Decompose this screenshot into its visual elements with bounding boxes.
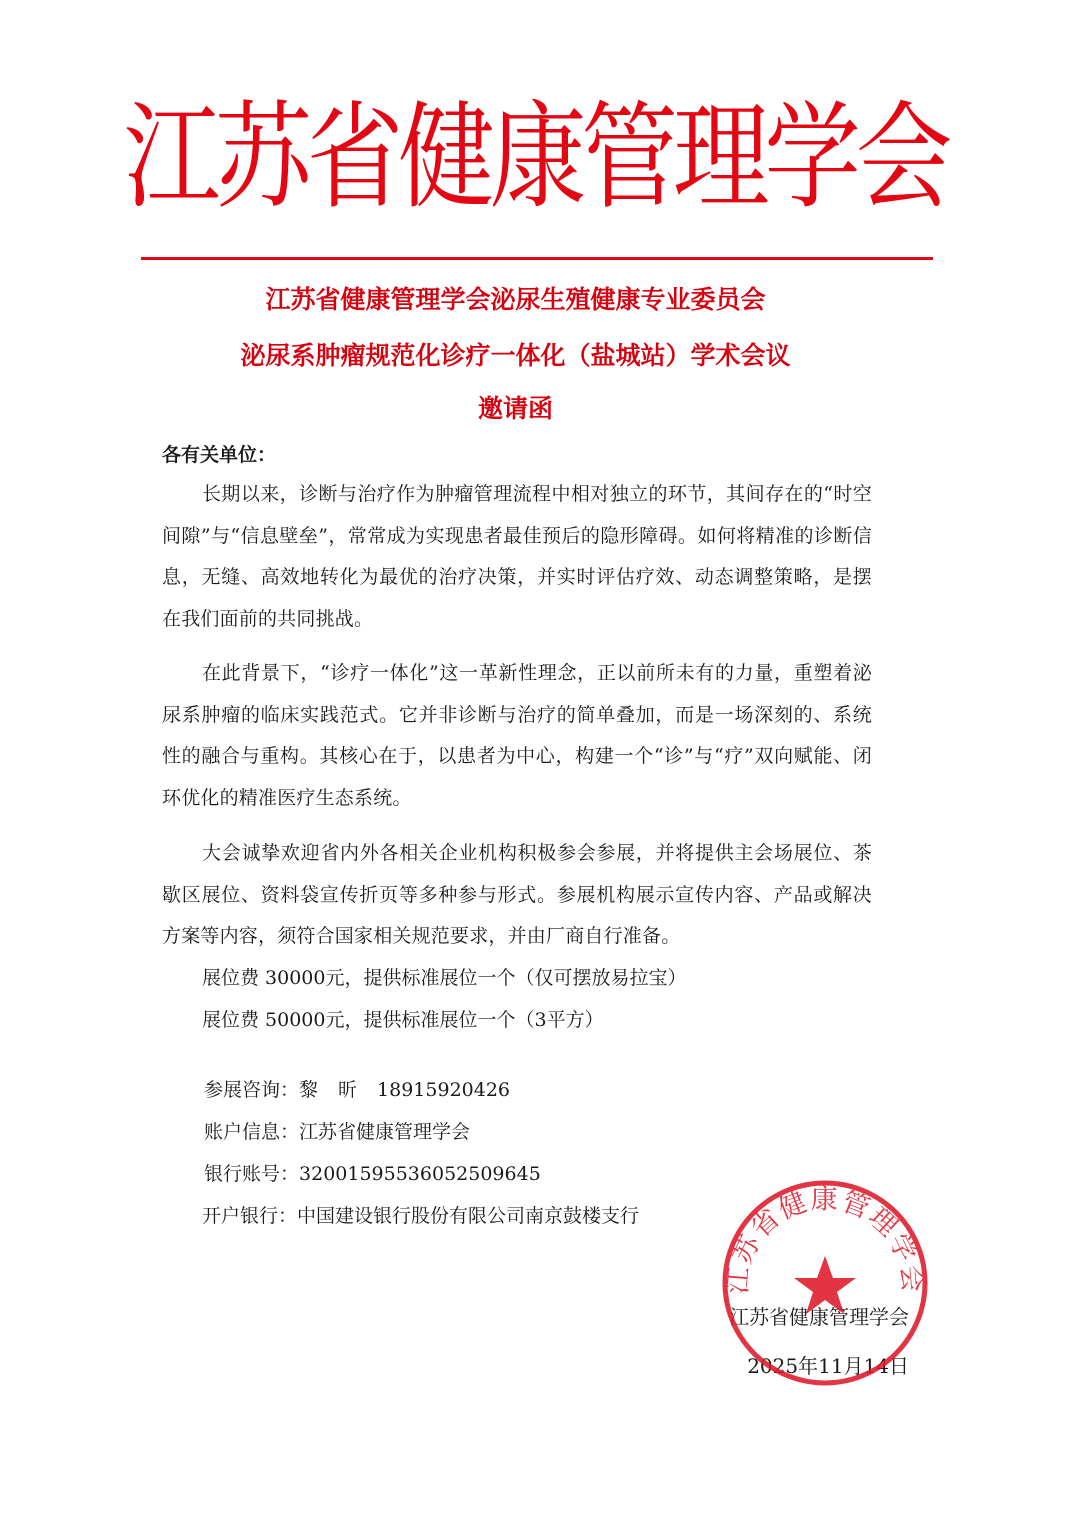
consult-phone: 18915920426 [377, 1079, 511, 1101]
consult-label: 参展咨询： [204, 1079, 300, 1101]
official-seal [720, 1178, 930, 1388]
bank-value: 中国建设银行股份有限公司南京鼓楼支行 [297, 1205, 640, 1227]
consult-name-1: 黎 [299, 1079, 319, 1101]
bank-number-label: 银行账号： [204, 1163, 300, 1185]
signature-date: 2025年11月14日 [747, 1354, 909, 1378]
title-line-1: 江苏省健康管理学会泌尿生殖健康专业委员会 [265, 285, 766, 314]
seal-text: 江苏省健康管理学会 [722, 1184, 928, 1296]
contact-bank [202, 1201, 639, 1228]
header-divider [141, 257, 933, 260]
title-line-2: 泌尿系肿瘤规范化诊疗一体化（盐城站）学术会议 [240, 341, 791, 370]
contact-account [204, 1117, 470, 1144]
star-seal-icon [794, 1256, 856, 1314]
contact-consult [204, 1075, 510, 1102]
account-label: 账户信息： [204, 1121, 300, 1143]
fee-line-2: 展位费 50000元，提供标准展位一个（3平方） [202, 1009, 604, 1031]
org-masthead: 江苏省健康管理学会 [123, 89, 948, 225]
paragraph-2: 在此背景下，“诊疗一体化”这一革新性理念，正以前所未有的力量，重塑着泌尿系肿瘤的临床实践范式。它并非诊断与治疗的简单叠加，而是一场深刻的、系统性的融合与重构。其核心在于，以患者为中心，构建一个“诊”与“疗”双向赋能、闭环优化的精准医疗生态系统。 [162, 662, 872, 809]
fee-line-1: 展位费 30000元，提供标准展位一个（仅可摆放易拉宝） [202, 967, 687, 989]
consult-name-2: 昕 [338, 1079, 358, 1101]
contact-bank-number [204, 1159, 541, 1186]
signature-org: 江苏省健康管理学会 [729, 1305, 909, 1329]
title-line-3: 邀请函 [477, 394, 553, 423]
account-value: 江苏省健康管理学会 [299, 1121, 471, 1143]
paragraph-1: 长期以来，诊断与治疗作为肿瘤管理流程中相对独立的环节，其间存在的“时空间隙”与“信息壁垒”，常常成为实现患者最佳预后的隐形障碍。如何将精准的诊断信息，无缝、高效地转化为最优的治疗决策，并实时评估疗效、动态调整策略，是摆在我们面前的共同挑战。 [162, 483, 872, 630]
salutation: 各有关单位： [162, 444, 277, 466]
bank-label: 开户银行： [202, 1205, 298, 1227]
paragraph-3: 大会诚挚欢迎省内外各相关企业机构积极参会参展，并将提供主会场展位、茶歇区展位、资料袋宣传折页等多种参与形式。参展机构展示宣传内容、产品或解决方案等内容，须符合国家相关规范要求，并由厂商自行准备。 [162, 842, 872, 947]
bank-number-value: 32001595536052509645 [299, 1163, 541, 1185]
